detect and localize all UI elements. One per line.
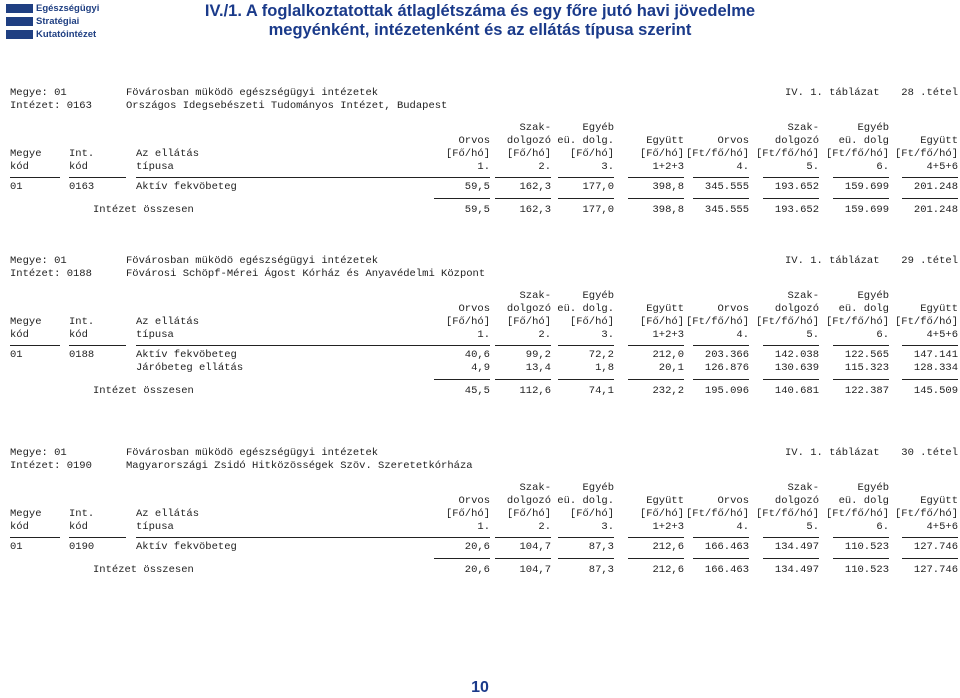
table-cell: Aktív fekvöbeteg (136, 541, 237, 553)
column-header: 1. (477, 521, 490, 533)
megye-label: Megye: 01 (10, 447, 67, 459)
table-cell: 4,9 (471, 362, 490, 374)
column-header: eü. dolg. (557, 135, 614, 147)
header-divider (763, 537, 819, 538)
column-header: Szak- (519, 122, 551, 134)
table-cell: 0163 (69, 181, 95, 193)
header-divider (763, 177, 819, 178)
column-header: Együtt (646, 303, 684, 315)
header-divider (10, 177, 60, 178)
column-header: [Fő/hó] (506, 508, 551, 520)
header-divider (902, 345, 958, 346)
megye-name: Fövárosban müködö egészségügyi intézetek (126, 87, 379, 99)
column-header: [Fő/hó] (639, 148, 684, 160)
header-divider (10, 537, 60, 538)
column-header: [Ft/fő/hó] (894, 316, 958, 328)
column-header: 4. (736, 161, 749, 173)
column-header: [Fő/hó] (506, 316, 551, 328)
total-cell: 193.652 (774, 204, 819, 216)
column-header: kód (10, 161, 29, 173)
column-header: eü. dolg (838, 303, 889, 315)
header-divider (495, 177, 551, 178)
column-header: típusa (136, 161, 174, 173)
total-cell: 140.681 (774, 385, 819, 397)
column-header: Szak- (787, 290, 819, 302)
column-header: 1+2+3 (652, 521, 684, 533)
total-divider (902, 558, 958, 559)
total-divider (628, 558, 684, 559)
column-header: 5. (806, 521, 819, 533)
table-cell: 99,2 (525, 349, 551, 361)
column-header: Egyéb (582, 290, 614, 302)
intezet-label: Intézet: 0163 (10, 100, 92, 112)
header-divider (434, 345, 490, 346)
column-header: [Ft/fő/hó] (825, 316, 889, 328)
column-header: Megye (10, 508, 42, 520)
table-cell: 212,0 (652, 349, 684, 361)
column-header: 4+5+6 (926, 329, 958, 341)
table-cell: 212,6 (652, 541, 684, 553)
header-divider (558, 345, 614, 346)
table-reference: IV. 1. táblázat (785, 447, 880, 459)
total-divider (833, 198, 889, 199)
table-cell: 40,6 (464, 349, 490, 361)
total-divider (495, 198, 551, 199)
total-cell: 127.746 (913, 564, 958, 576)
header-divider (69, 345, 126, 346)
column-header: 6. (876, 161, 889, 173)
column-header: 1. (477, 329, 490, 341)
header-divider (69, 177, 126, 178)
column-header: Együtt (646, 135, 684, 147)
header-divider (558, 177, 614, 178)
total-cell: 177,0 (582, 204, 614, 216)
header-divider (136, 345, 436, 346)
header-divider (833, 177, 889, 178)
column-header: dolgozó (506, 495, 551, 507)
megye-label: Megye: 01 (10, 87, 67, 99)
total-divider (693, 198, 749, 199)
table-cell: 127.746 (913, 541, 958, 553)
column-header: Szak- (787, 122, 819, 134)
column-header: 4+5+6 (926, 521, 958, 533)
total-divider (833, 379, 889, 380)
table-cell: 1,8 (595, 362, 614, 374)
column-header: kód (69, 521, 88, 533)
intezet-name: Országos Idegsebészeti Tudományos Intézet, Budapest (126, 100, 448, 112)
column-header: 4. (736, 329, 749, 341)
total-divider (693, 558, 749, 559)
header-divider (558, 537, 614, 538)
total-cell: 212,6 (652, 564, 684, 576)
column-header: kód (69, 329, 88, 341)
total-cell: 104,7 (519, 564, 551, 576)
column-header: dolgozó (774, 303, 819, 315)
table-cell: 130.639 (774, 362, 819, 374)
intezet-label: Intézet: 0188 (10, 268, 92, 280)
table-cell: 159.699 (844, 181, 889, 193)
column-header: Együtt (646, 495, 684, 507)
total-label: Intézet összesen (93, 564, 194, 576)
table-cell: 13,4 (525, 362, 551, 374)
table-cell: 193.652 (774, 181, 819, 193)
total-cell: 162,3 (519, 204, 551, 216)
page-title-line-2: megyénként, intézetenként és az ellátás típusa szerint (268, 21, 692, 39)
column-header: Egyéb (857, 482, 889, 494)
column-header: eü. dolg (838, 135, 889, 147)
total-cell: 45,5 (464, 385, 490, 397)
total-divider (558, 558, 614, 559)
header-divider (495, 537, 551, 538)
table-cell: 0188 (69, 349, 95, 361)
column-header: Int. (69, 148, 95, 160)
total-divider (902, 198, 958, 199)
intezet-label: Intézet: 0190 (10, 460, 92, 472)
total-cell: 145.509 (913, 385, 958, 397)
header-divider (10, 345, 60, 346)
table-cell: 162,3 (519, 181, 551, 193)
table-cell: 128.334 (913, 362, 958, 374)
total-cell: 87,3 (588, 564, 614, 576)
column-header: Orvos (717, 495, 749, 507)
header-divider (902, 537, 958, 538)
total-divider (693, 379, 749, 380)
total-cell: 166.463 (704, 564, 749, 576)
table-cell: Aktív fekvöbeteg (136, 181, 237, 193)
column-header: [Ft/fő/hó] (894, 148, 958, 160)
total-divider (558, 379, 614, 380)
total-cell: 110.523 (844, 564, 889, 576)
column-header: [Ft/fő/hó] (755, 508, 819, 520)
column-header: kód (10, 521, 29, 533)
column-header: 4+5+6 (926, 161, 958, 173)
column-header: Orvos (458, 135, 490, 147)
total-cell: 134.497 (774, 564, 819, 576)
table-cell: Járóbeteg ellátás (136, 362, 244, 374)
header-divider (693, 345, 749, 346)
column-header: 2. (538, 521, 551, 533)
column-header: [Fő/hó] (445, 316, 490, 328)
table-cell: Aktív fekvöbeteg (136, 349, 237, 361)
total-cell: 112,6 (519, 385, 551, 397)
total-divider (495, 379, 551, 380)
column-header: [Fő/hó] (639, 508, 684, 520)
tetel-number: 30 .tétel (901, 447, 958, 459)
table-cell: 20,6 (464, 541, 490, 553)
column-header: dolgozó (506, 303, 551, 315)
column-header: 5. (806, 329, 819, 341)
table-cell: 203.366 (704, 349, 749, 361)
page-title-line-1: IV./1. A foglalkoztatottak átlaglétszáma és egy főre jutó havi jövedelme (204, 2, 756, 20)
total-divider (763, 198, 819, 199)
total-cell: 122.387 (844, 385, 889, 397)
table-cell: 398,8 (652, 181, 684, 193)
header-divider (434, 177, 490, 178)
column-header: 3. (601, 521, 614, 533)
total-cell: 201.248 (913, 204, 958, 216)
table-cell: 166.463 (704, 541, 749, 553)
column-header: Szak- (787, 482, 819, 494)
total-cell: 20,6 (464, 564, 490, 576)
column-header: Orvos (458, 303, 490, 315)
column-header: [Ft/fő/hó] (894, 508, 958, 520)
total-label: Intézet összesen (93, 204, 194, 216)
column-header: Egyéb (582, 122, 614, 134)
column-header: Egyéb (857, 122, 889, 134)
table-reference: IV. 1. táblázat (785, 87, 880, 99)
header-divider (69, 537, 126, 538)
table-cell: 59,5 (464, 181, 490, 193)
table-cell: 201.248 (913, 181, 958, 193)
header-divider (693, 537, 749, 538)
column-header: típusa (136, 329, 174, 341)
table-cell: 72,2 (588, 349, 614, 361)
header-divider (628, 345, 684, 346)
column-header: Int. (69, 316, 95, 328)
header-divider (902, 177, 958, 178)
column-header: eü. dolg (838, 495, 889, 507)
header-divider (833, 345, 889, 346)
intezet-name: Magyarországi Zsidó Hitközösségek Szöv. Szeretetkórháza (126, 460, 473, 472)
column-header: 1+2+3 (652, 329, 684, 341)
total-cell: 398,8 (652, 204, 684, 216)
column-header: 6. (876, 521, 889, 533)
column-header: [Ft/fő/hó] (685, 148, 749, 160)
header-divider (833, 537, 889, 538)
total-divider (558, 198, 614, 199)
column-header: 2. (538, 161, 551, 173)
total-divider (434, 379, 490, 380)
column-header: [Ft/fő/hó] (825, 148, 889, 160)
column-header: Egyéb (857, 290, 889, 302)
logo-text-line-3: Kutatóintézet (36, 29, 97, 40)
column-header: Együtt (920, 135, 958, 147)
column-header: 1. (477, 161, 490, 173)
table-cell: 142.038 (774, 349, 819, 361)
table-cell: 134.497 (774, 541, 819, 553)
column-header: Megye (10, 148, 42, 160)
logo-text-line-2: Stratégiai (36, 16, 80, 27)
column-header: [Ft/fő/hó] (685, 508, 749, 520)
total-divider (434, 558, 490, 559)
megye-name: Fövárosban müködö egészségügyi intézetek (126, 447, 379, 459)
column-header: Egyéb (582, 482, 614, 494)
column-header: kód (10, 329, 29, 341)
column-header: [Fő/hó] (506, 148, 551, 160)
column-header: 1+2+3 (652, 161, 684, 173)
total-divider (495, 558, 551, 559)
column-header: eü. dolg. (557, 495, 614, 507)
column-header: [Fő/hó] (445, 508, 490, 520)
column-header: Szak- (519, 290, 551, 302)
column-header: dolgozó (774, 135, 819, 147)
column-header: [Ft/fő/hó] (825, 508, 889, 520)
column-header: Orvos (717, 303, 749, 315)
column-header: 4. (736, 521, 749, 533)
header-divider (495, 345, 551, 346)
table-cell: 126.876 (704, 362, 749, 374)
header-divider (136, 537, 436, 538)
total-divider (833, 558, 889, 559)
total-cell: 159.699 (844, 204, 889, 216)
table-cell: 87,3 (588, 541, 614, 553)
total-cell: 232,2 (652, 385, 684, 397)
column-header: Int. (69, 508, 95, 520)
intezet-name: Fövárosi Schöpf-Mérei Ágost Kórház és Anyavédelmi Központ (126, 268, 486, 280)
column-header: dolgozó (506, 135, 551, 147)
column-header: Együtt (920, 303, 958, 315)
table-cell: 122.565 (844, 349, 889, 361)
tetel-number: 28 .tétel (901, 87, 958, 99)
column-header: Orvos (717, 135, 749, 147)
column-header: 2. (538, 329, 551, 341)
column-header: [Fő/hó] (569, 316, 614, 328)
header-divider (763, 345, 819, 346)
table-cell: 345.555 (704, 181, 749, 193)
page-number: 10 (471, 679, 489, 696)
header-divider (628, 177, 684, 178)
column-header: Orvos (458, 495, 490, 507)
table-cell: 01 (10, 541, 23, 553)
column-header: Megye (10, 316, 42, 328)
table-cell: 0190 (69, 541, 95, 553)
total-divider (902, 379, 958, 380)
header-divider (434, 537, 490, 538)
column-header: 5. (806, 161, 819, 173)
column-header: Az ellátás (136, 508, 200, 520)
column-header: Az ellátás (136, 148, 200, 160)
table-cell: 115.323 (844, 362, 889, 374)
header-divider (628, 537, 684, 538)
column-header: [Fő/hó] (569, 508, 614, 520)
total-cell: 195.096 (704, 385, 749, 397)
total-cell: 345.555 (704, 204, 749, 216)
column-header: [Ft/fő/hó] (685, 316, 749, 328)
table-cell: 147.141 (913, 349, 958, 361)
table-cell: 20,1 (658, 362, 684, 374)
column-header: 6. (876, 329, 889, 341)
column-header: eü. dolg. (557, 303, 614, 315)
column-header: [Ft/fő/hó] (755, 316, 819, 328)
total-divider (434, 198, 490, 199)
column-header: [Ft/fő/hó] (755, 148, 819, 160)
table-cell: 104,7 (519, 541, 551, 553)
table-cell: 177,0 (582, 181, 614, 193)
table-cell: 01 (10, 181, 23, 193)
total-label: Intézet összesen (93, 385, 194, 397)
logo-text-line-1: Egészségügyi (36, 3, 100, 14)
column-header: 3. (601, 161, 614, 173)
column-header: kód (69, 161, 88, 173)
table-reference: IV. 1. táblázat (785, 255, 880, 267)
header-divider (693, 177, 749, 178)
megye-label: Megye: 01 (10, 255, 67, 267)
total-cell: 59,5 (464, 204, 490, 216)
column-header: Szak- (519, 482, 551, 494)
total-divider (628, 198, 684, 199)
column-header: dolgozó (774, 495, 819, 507)
column-header: típusa (136, 521, 174, 533)
column-header: 3. (601, 329, 614, 341)
header-divider (136, 177, 436, 178)
megye-name: Fövárosban müködö egészségügyi intézetek (126, 255, 379, 267)
table-cell: 01 (10, 349, 23, 361)
column-header: [Fő/hó] (445, 148, 490, 160)
table-cell: 110.523 (844, 541, 889, 553)
total-divider (763, 558, 819, 559)
column-header: [Fő/hó] (569, 148, 614, 160)
total-divider (763, 379, 819, 380)
column-header: Az ellátás (136, 316, 200, 328)
total-cell: 74,1 (588, 385, 614, 397)
column-header: Együtt (920, 495, 958, 507)
tetel-number: 29 .tétel (901, 255, 958, 267)
column-header: [Fő/hó] (639, 316, 684, 328)
total-divider (628, 379, 684, 380)
